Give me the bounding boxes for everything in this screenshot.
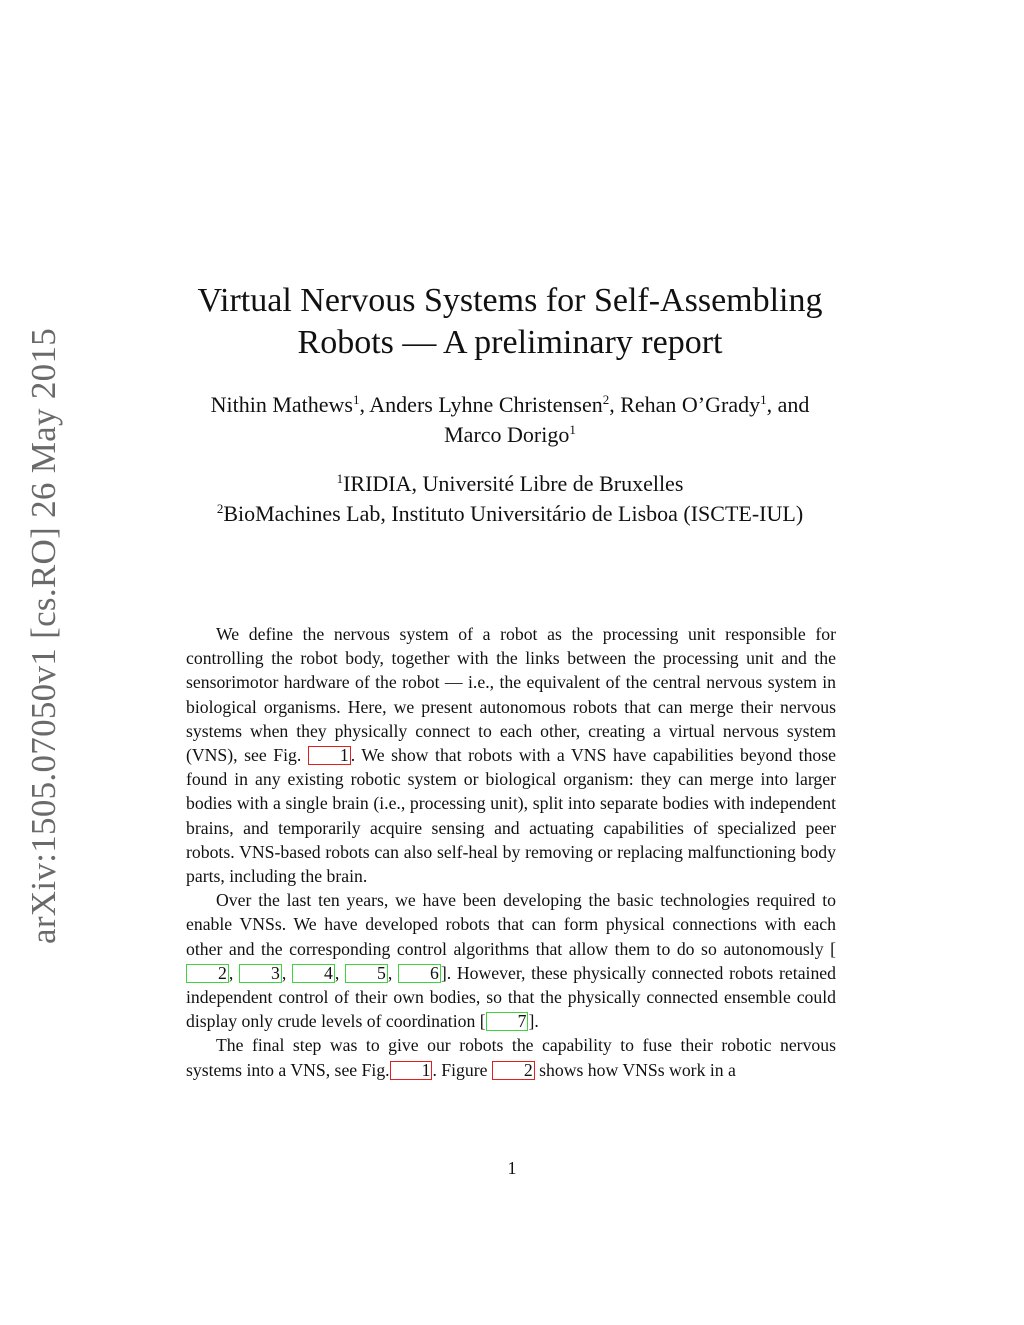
paragraph-2: Over the last ten years, we have been developing the basic technologies required to enable VNSs. We have developed robots that can form physical connections with each other and the corresponding control algorithms that allow them to do so autonomously [2 , 3 , 4 , 5 , 6 ]. However, these physically connected robots retained independent control of their own bodies, so that the physically connected ensemble could display only crude levels of coordination [ 7 ]. xyxy=(186,890,837,1032)
paragraph-text: ]. xyxy=(528,1011,539,1032)
affiliation-1 xyxy=(180,469,840,499)
affiliation-text: BioMachines Lab, Instituto Universitário de Lisboa (ISCTE-IUL) xyxy=(223,501,804,526)
affil-mark: 2 xyxy=(216,501,224,516)
author-affil-mark: 2 xyxy=(602,392,610,407)
figure-link[interactable]: 1 xyxy=(308,746,351,765)
affiliation-2 xyxy=(180,499,840,529)
citation-link[interactable]: 7 xyxy=(486,1012,529,1031)
paragraph-text: . We show that robots with a VNS have capabilities beyond those found in any existing robotic system or biological organism: they can merge into larger bodies with a single brain (i.e., processing unit), split into separate bodies with independent brains, and temporarily acquire sensing and actuating capabilities of specialized peer robots. VNS-based robots can also self-heal by removing or replacing malfunctioning body parts, including the brain. xyxy=(186,745,837,887)
abstract-body xyxy=(186,622,836,1082)
affil-mark: 1 xyxy=(336,471,344,486)
paragraph-text: shows how VNSs work in a xyxy=(534,1059,736,1080)
citation-link[interactable]: 3 xyxy=(239,964,282,983)
author-list: Nithin Mathews$^1$, Anders Lyhne Christensen$^2$, Rehan O’Grady$^1$, and Marco Dorigo$^1$ xyxy=(210,392,810,447)
author-affil-mark: 1 xyxy=(760,392,767,407)
affiliations xyxy=(180,469,840,529)
author-name: Marco Dorigo xyxy=(444,422,570,447)
author-affil-mark: 1 xyxy=(569,422,576,437)
affiliation-text: IRIDIA, Université Libre de Bruxelles xyxy=(343,471,684,496)
paragraph-text: We define the nervous system of a robot as the processing unit responsible for controlling the robot body, together with the links between the processing unit and the sensorimotor hardware of the robot — i.e., the equivalent of the central nervous system in biological organisms. Here, we present autonomous robots that can merge their nervous systems when they physically connect to each other, creating a virtual nervous system (VNS), see Fig. xyxy=(186,624,836,766)
paragraph-text: Over the last ten years, we have been developing the basic technologies required to enable VNSs. We have developed robots that can form physical connections with each other and the corresponding control algorithms that allow them to do so autonomously [ xyxy=(186,890,836,959)
citation-link[interactable]: 2 xyxy=(186,964,229,983)
page-number: 1 xyxy=(507,1158,517,1178)
citation-link[interactable]: 4 xyxy=(292,964,335,983)
figure-link[interactable]: 2 xyxy=(492,1061,535,1080)
author-name: Nithin Mathews xyxy=(210,392,353,417)
paragraph-text: . Figure xyxy=(432,1059,492,1080)
figure-link[interactable]: 1 xyxy=(390,1061,433,1080)
author-name: Anders Lyhne Christensen xyxy=(369,392,603,417)
citation-link[interactable]: 6 xyxy=(398,964,441,983)
paragraph-text: The final step was to give our robots the capability to fuse their robotic nervous systems into a VNS, see Fig. xyxy=(186,1035,836,1080)
author-affil-mark: 1 xyxy=(353,392,360,407)
title-line-1: Virtual Nervous Systems for Self-Assembling xyxy=(197,282,823,319)
paragraph-3 xyxy=(186,1033,836,1081)
paragraph-text: ]. However, these physically connected robots retained independent control of their own bodies, so that the physically connected ensemble could display only crude levels of coordination [ xyxy=(186,962,837,1032)
title-line-2: Robots — A preliminary report xyxy=(297,324,723,361)
paragraph-1 xyxy=(186,622,836,888)
paper-title xyxy=(160,280,860,364)
citation-link[interactable]: 5 xyxy=(345,964,388,983)
arxiv-side-stamp: arXiv:1505.07050v1 [cs.RO] 26 May 2015 xyxy=(24,327,63,944)
author-name: Rehan O’Grady xyxy=(620,392,761,417)
